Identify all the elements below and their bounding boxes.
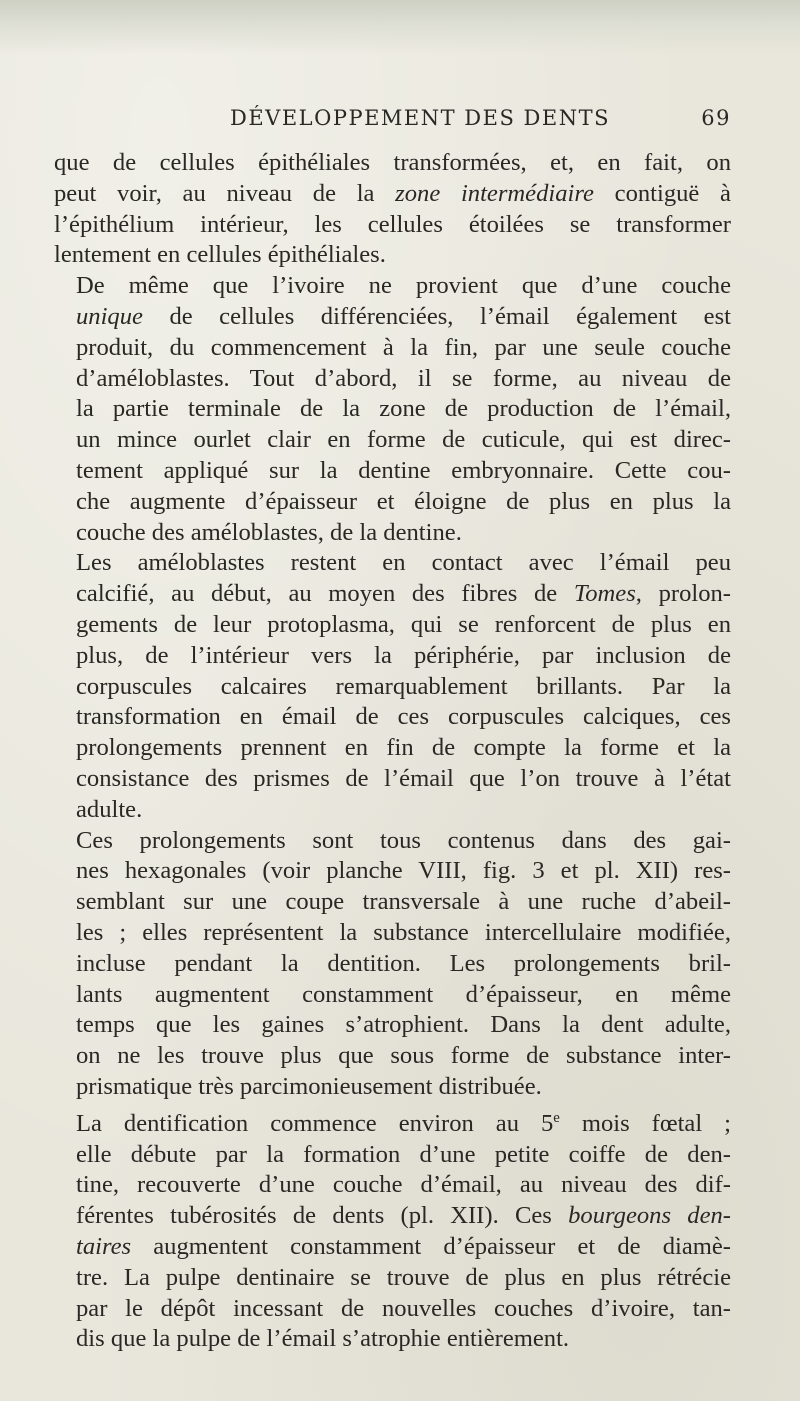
text-line: adulte. xyxy=(76,795,143,823)
text-line: lants augmentent constamment d’épaisseur, en même xyxy=(76,980,731,1008)
text-line: Les améloblastes restent en contact avec l’émail peu xyxy=(76,549,731,577)
text-line: taires augmentent constamment d’épaisseur et de diamè- xyxy=(76,1233,731,1261)
text-line: nes hexagonales (voir planche VIII, fig. 3 et pl. XII) res- xyxy=(76,857,731,885)
text-line: che augmente d’épaisseur et éloigne de plus en plus la xyxy=(76,487,731,515)
text-line: unique de cellules différenciées, l’émail également est xyxy=(76,302,731,330)
text-line: un mince ourlet clair en forme de cuticule, qui est direc- xyxy=(76,426,731,454)
text-line: elle débute par la formation d’une petite coiffe de den- xyxy=(76,1140,731,1168)
text-line: tre. La pulpe dentinaire se trouve de plus en plus rétrécie xyxy=(76,1263,731,1291)
text-line: que de cellules épithéliales transformées, et, en fait, on xyxy=(54,149,731,176)
text-line: temps que les gaines s’atrophient. Dans la dent adulte, xyxy=(76,1011,731,1039)
body-text xyxy=(54,148,731,1355)
paragraph-4 xyxy=(54,826,731,1103)
text-line: la partie terminale de la zone de production de l’émail, xyxy=(76,395,731,423)
text-line: par le dépôt incessant de nouvelles couches d’ivoire, tan- xyxy=(76,1294,731,1322)
page-number: 69 xyxy=(701,106,731,130)
text-line: tement appliqué sur la dentine embryonnaire. Cette cou- xyxy=(76,456,731,484)
text-line: les ; elles représentent la substance intercellulaire modifiée, xyxy=(76,918,731,946)
text-line: férentes tubérosités de dents (pl. XII). Ces bourgeons den- xyxy=(76,1202,731,1230)
paragraph-3 xyxy=(54,548,731,825)
text-line: l’épithélium intérieur, les cellules étoilées se transformer xyxy=(54,210,731,238)
text-line: incluse pendant la dentition. Les prolongements bril- xyxy=(76,949,731,977)
page-top-edge xyxy=(0,0,800,55)
paragraph-5 xyxy=(54,1103,731,1356)
running-title: DÉVELOPPEMENT DES DENTS xyxy=(230,106,610,130)
text-line: prismatique très parcimonieusement distribuée. xyxy=(76,1072,542,1100)
text-line: La dentification commence environ au 5e mois fœtal ; xyxy=(76,1109,731,1137)
text-line: calcifié, au début, au moyen des fibres de Tomes, prolon- xyxy=(76,580,731,608)
text-line: semblant sur une coupe transversale à une ruche d’abeil- xyxy=(76,888,731,916)
paragraph-1 xyxy=(54,148,731,271)
text-line: plus, de l’intérieur vers la périphérie, par inclusion de xyxy=(76,641,731,669)
text-line: prolongements prennent en fin de compte la forme et la xyxy=(76,734,731,762)
paragraph-2 xyxy=(54,271,731,548)
running-header xyxy=(54,106,731,136)
text-line: dis que la pulpe de l’émail s’atrophie entièrement. xyxy=(76,1325,570,1353)
text-line: consistance des prismes de l’émail que l’on trouve à l’état xyxy=(76,764,731,792)
text-line: tine, recouverte d’une couche d’émail, au niveau des dif- xyxy=(76,1171,731,1199)
text-line: d’améloblastes. Tout d’abord, il se forme, au niveau de xyxy=(76,364,731,392)
text-line: lentement en cellules épithéliales. xyxy=(54,241,386,269)
text-line: gements de leur protoplasma, qui se renforcent de plus en xyxy=(76,610,731,638)
text-line: Ces prolongements sont tous contenus dans des gai- xyxy=(76,826,731,854)
text-line: couche des améloblastes, de la dentine. xyxy=(76,518,462,546)
text-line: on ne les trouve plus que sous forme de substance inter- xyxy=(76,1042,731,1070)
text-line: De même que l’ivoire ne provient que d’une couche xyxy=(76,272,731,300)
text-line: corpuscules calcaires remarquablement brillants. Par la xyxy=(76,672,731,700)
text-line: produit, du commencement à la fin, par une seule couche xyxy=(76,333,731,361)
text-line: peut voir, au niveau de la zone intermédiaire contiguë à xyxy=(54,179,731,207)
text-line: transformation en émail de ces corpuscules calciques, ces xyxy=(76,703,731,731)
